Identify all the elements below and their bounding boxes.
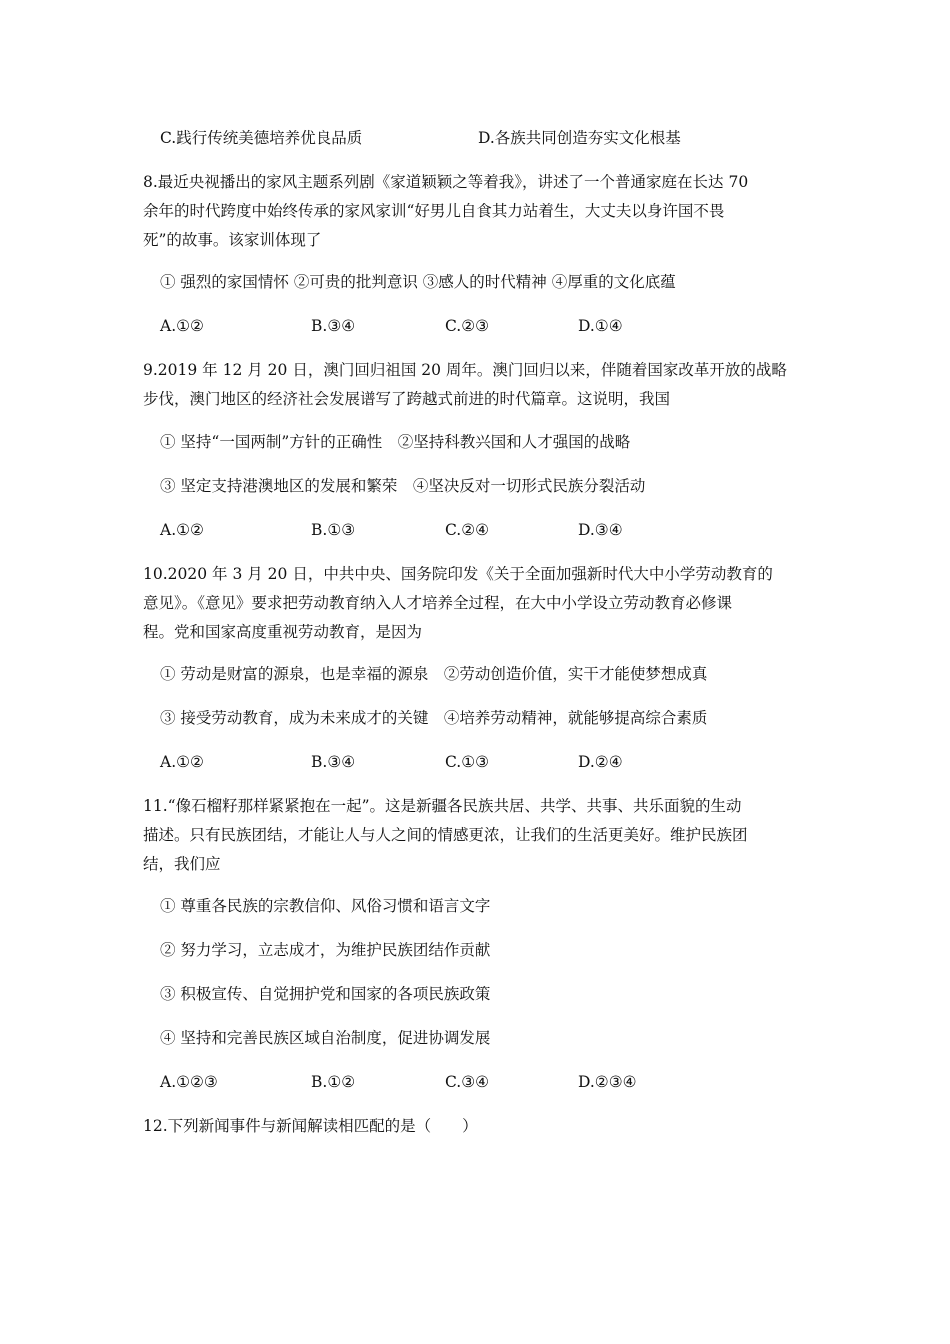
q11-stem-line-1: 11.“像石榴籽那样紧紧抱在一起”。这是新疆各民族共居、共学、共事、共乐面貌的生动 <box>143 797 742 815</box>
q11-stem-line-3: 结，我们应 <box>143 855 221 873</box>
q7-choice-d: D.各族共同创造夯实文化根基 <box>478 129 681 147</box>
q12-stem-line-1: 12.下列新闻事件与新闻解读相匹配的是（ ） <box>143 1117 478 1135</box>
q9-stem-line-1: 9.2019 年 12 月 20 日，澳门回归祖国 20 周年。澳门回归以来，伴随着国家改革开放的战略 <box>143 361 787 379</box>
q8-stem-line-3: 死”的故事。该家训体现了 <box>143 231 322 249</box>
q11-stem-line-2: 描述。只有民族团结，才能让人与人之间的情感更浓，让我们的生活更美好。维护民族团 <box>143 826 748 844</box>
q9-stem-line-2: 步伐，澳门地区的经济社会发展谱写了跨越式前进的时代篇章。这说明，我国 <box>143 390 671 408</box>
q9-statements-1: ① 坚持“一国两制”方针的正确性 ②坚持科教兴国和人才强国的战略 <box>160 433 631 451</box>
q11-statement-3: ③ 积极宣传、自觉拥护党和国家的各项民族政策 <box>160 985 491 1003</box>
q9-statements-2: ③ 坚定支持港澳地区的发展和繁荣 ④坚决反对一切形式民族分裂活动 <box>160 477 646 495</box>
q11-statement-4: ④ 坚持和完善民族区域自治制度，促进协调发展 <box>160 1029 491 1047</box>
q10-stem-line-2: 意见》。《意见》要求把劳动教育纳入人才培养全过程，在大中小学设立劳动教育必修课 <box>143 594 733 612</box>
q8-statements: ① 强烈的家国情怀 ②可贵的批判意识 ③感人的时代精神 ④厚重的文化底蕴 <box>160 273 676 291</box>
q11-statement-2: ② 努力学习，立志成才，为维护民族团结作贡献 <box>160 941 491 959</box>
q11-choice-c: C.③④ <box>445 1073 490 1091</box>
q11-choice-a: A.①②③ <box>160 1073 218 1091</box>
q10-stem-line-3: 程。党和国家高度重视劳动教育，是因为 <box>143 623 423 641</box>
q9-choice-b: B.①③ <box>311 521 356 539</box>
q10-choice-c: C.①③ <box>445 753 490 771</box>
q8-choice-a: A.①② <box>160 317 204 335</box>
q10-statements-2: ③ 接受劳动教育，成为未来成才的关键 ④培养劳动精神，就能够提高综合素质 <box>160 709 708 727</box>
q10-choice-a: A.①② <box>160 753 204 771</box>
q10-statements-1: ① 劳动是财富的源泉，也是幸福的源泉 ②劳动创造价值，实干才能使梦想成真 <box>160 665 708 683</box>
q11-statement-1: ① 尊重各民族的宗教信仰、风俗习惯和语言文字 <box>160 897 491 915</box>
q7-choice-c: C.践行传统美德培养优良品质 <box>160 129 363 147</box>
q8-choice-b: B.③④ <box>311 317 356 335</box>
q8-stem-line-1: 8.最近央视播出的家风主题系列剧《家道颖颖之等着我》，讲述了一个普通家庭在长达 70 <box>143 173 749 191</box>
q9-choice-d: D.③④ <box>578 521 623 539</box>
q10-stem-line-1: 10.2020 年 3 月 20 日，中共中央、国务院印发《关于全面加强新时代大中小学劳动教育的 <box>143 565 773 583</box>
q10-choice-d: D.②④ <box>578 753 623 771</box>
q9-choice-a: A.①② <box>160 521 204 539</box>
q11-choice-d: D.②③④ <box>578 1073 637 1091</box>
q9-choice-c: C.②④ <box>445 521 490 539</box>
q10-choice-b: B.③④ <box>311 753 356 771</box>
q8-stem-line-2: 余年的时代跨度中始终传承的家风家训“好男儿自食其力站着生，大丈夫以身许国不畏 <box>143 202 725 220</box>
q8-choice-c: C.②③ <box>445 317 490 335</box>
q11-choice-b: B.①② <box>311 1073 356 1091</box>
q8-choice-d: D.①④ <box>578 317 623 335</box>
